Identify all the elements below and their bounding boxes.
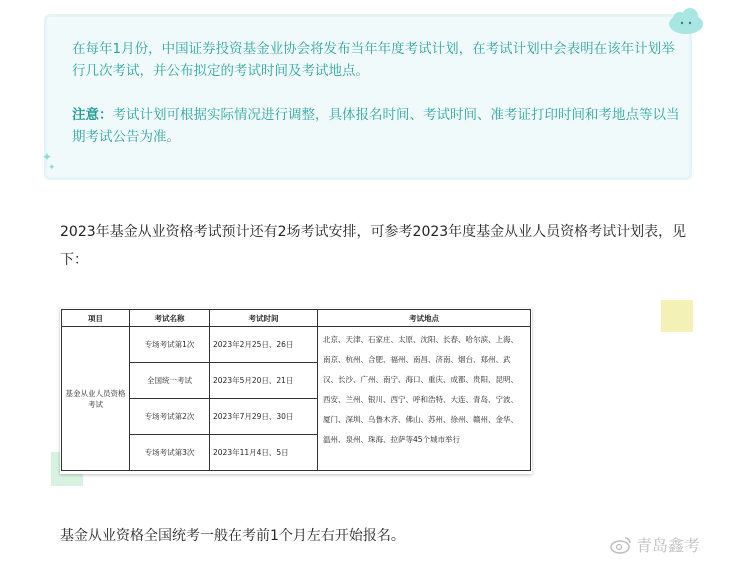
exam-name-cell: 专场考试第1次 [130, 327, 210, 363]
exam-time-cell: 2023年7月29日、30日 [210, 399, 318, 435]
closing-paragraph: 基金从业资格全国统考一般在考前1个月左右开始报名。 [60, 528, 405, 544]
sparkle-icon: ✦ [48, 163, 56, 173]
header-exam-name: 考试名称 [130, 310, 210, 327]
exam-name-cell: 专场考试第3次 [130, 435, 210, 471]
notice-paragraph: 在每年1月份，中国证券投资基金业协会将发布当年年度考试计划，在考试计划中会表明在该年计划举行几次考试，并公布拟定的考试时间及考试地点。 [72, 41, 675, 79]
exam-name-cell: 专场考试第2次 [130, 399, 210, 435]
note-label: 注意： [72, 107, 113, 123]
watermark-text: 青岛鑫考 [636, 536, 701, 555]
notice-text [72, 38, 682, 148]
exam-time-cell: 2023年11月4日、5日 [210, 435, 318, 471]
header-project: 项目 [62, 310, 130, 327]
header-exam-time: 考试时间 [210, 310, 318, 327]
location-cell: 北京、天津、石家庄、太原、沈阳、长春、哈尔滨、上海、南京、杭州、合肥、福州、南昌、济南、烟台、郑州、武汉、长沙、广州、南宁、海口、重庆、成都、贵阳、昆明、西安、兰州、银川、西宁、呼和浩特、大连、青岛、宁波、厦门、深圳、乌鲁木齐、佛山、苏州、徐州、赣州、金华、温州、泉州、珠海、拉萨等45个城市举行 [318, 327, 531, 471]
intro-paragraph: 2023年基金从业资格考试预计还有2场考试安排，可参考2023年度基金从业人员资格考试计划表，见下： [60, 224, 687, 268]
project-cell: 基金从业人员资格考试 [62, 327, 130, 471]
header-exam-location: 考试地点 [318, 310, 531, 327]
exam-name-cell: 全国统一考试 [130, 363, 210, 399]
weibo-icon [610, 536, 632, 554]
sparkle-icon: ✦ [42, 150, 53, 164]
exam-time-cell: 2023年5月20日、21日 [210, 363, 318, 399]
exam-schedule-table [60, 308, 532, 474]
note-text: 考试计划可根据实际情况进行调整，具体报名时间、考试时间、准考证打印时间和考地点等以当期考试公告为准。 [72, 107, 680, 145]
watermark [610, 533, 700, 556]
notice-note [72, 104, 682, 148]
exam-time-cell: 2023年2月25日、26日 [210, 327, 318, 363]
cloud-icon [666, 6, 706, 36]
decorative-square [661, 300, 693, 332]
